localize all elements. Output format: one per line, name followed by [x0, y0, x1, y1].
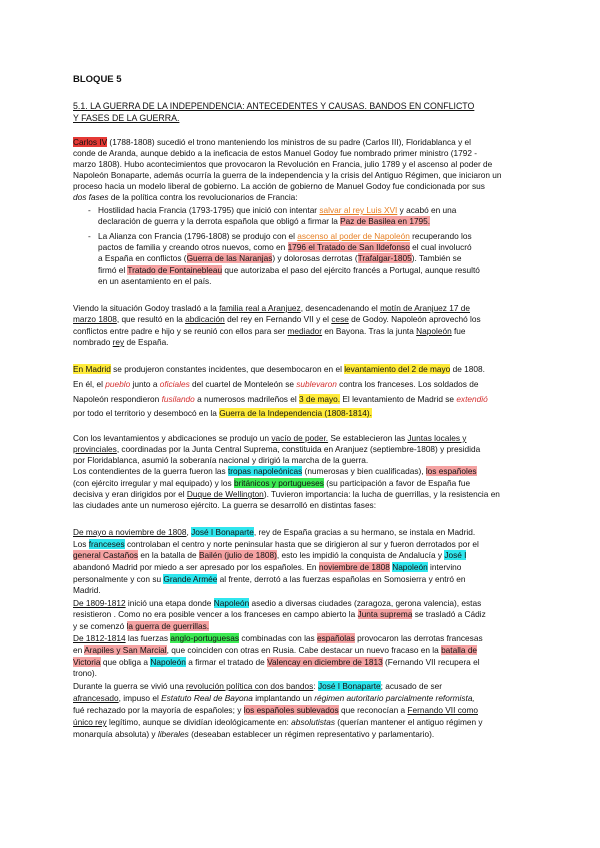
bullet-line: a España en conflictos (Guerra de las Naranjas) y dolorosas derrotas (Trafalgar-1805). También se [98, 253, 462, 263]
p5-line: De 1812-1814 las fuerzas anglo-portuguesas combinadas con las españolas provocaron las derrotas francesas [73, 633, 483, 643]
p1-line: conde de Aranda, aunque debido a la ineficacia de estos Manuel Godoy fue nombrado primer ministro (1792 - [73, 148, 478, 158]
bullet-line: La Alianza con Francia (1796-1808) se produjo con el ascenso al poder de Napoleón recuperando los [98, 231, 472, 241]
p1-line: Carlos IV (1788-1808) sucedió el trono manteniendo los ministros de su padre (Carlos III), Floridablanca y el [73, 137, 471, 147]
p5-line: monarquía absoluta) y liberales (deseaban establecer un régimen representativo y parlamentario). [73, 729, 435, 739]
p3-line: En Madrid se produjeron constantes incidentes, que desembocaron en el levantamiento del 2 de mayo de 1808. [73, 364, 485, 374]
bullet-dash: - [88, 231, 91, 241]
p2-line: conflictos entre padre e hijo y se reunió con ellos para ser mediador en Bayona. Tras la junta Napoleón fue [73, 326, 466, 336]
p4-line: por Floridablanca, asumió la soberanía nacional y dirigió la marcha de la guerra. [73, 455, 369, 465]
section-title-cont: Y FASES DE LA GUERRA. [73, 113, 180, 123]
p1-line: dos fases de la política contra los revolucionarios de Francia: [73, 192, 298, 202]
bullet-dash: - [88, 205, 91, 215]
p5-line: resistieron . Como no era posible vencer a los franceses en campo abierto la Junta suprema se trasladó a Cádiz [73, 609, 486, 619]
hl-carlos: Carlos IV [73, 137, 108, 147]
section-title: 5.1. LA GUERRA DE LA INDEPENDENCIA: ANTECEDENTES Y CAUSAS. BANDOS EN CONFLICTO [73, 101, 475, 111]
p4-line: provinciales, coordinadas por la Junta Central Suprema, constituida en Aranjuez (septiembre-1808) y presidida [73, 444, 481, 454]
p5-line: Victoria que obliga a Napoleón a firmar el tratado de Valencay en diciembre de 1813 (Fernando VII recupera el [73, 657, 480, 667]
p5-line: trono). [73, 668, 97, 678]
p4-line: (con ejército irregular y mal equipado) y los británicos y portugueses (su participación a favor de España fue [73, 478, 471, 488]
p1-line: marzo 1808). Hubo acontecimientos que provocaron la Revolución en Francia, julio 1789 y el ascenso al poder de [73, 159, 493, 169]
p2-line: Viendo la situación Godoy trasladó a la familia real a Aranjuez, desencadenando el motín de Aranjuez 17 de [73, 303, 471, 313]
p4-line: Los contendientes de la guerra fueron las tropas napoleónicas (numerosas y bien cualificadas), los españoles [73, 466, 477, 476]
p1-line: proceso hacia un modelo liberal de gobierno. La acción de gobierno de Manuel Godoy fue condicionada por sus [73, 181, 485, 191]
p5-line: Los franceses controlaban el centro y norte peninsular hasta que se dirigieron al sur y fueron derrotados por el [73, 539, 479, 549]
p2-line: marzo 1808, que resultó en la abdicación del rey en Fernando VII y el cese de Godoy. Napoleón aprovechó los [73, 314, 481, 324]
bullet-line: Hostilidad hacia Francia (1793-1795) que inició con intentar salvar al rey Luis XVI y acabó en una [98, 205, 457, 215]
bullet-line: firmó el Tratado de Fontainebleau que autorizaba el paso del ejército francés a Portugal, aunque resultó [98, 265, 480, 275]
p5-line: y se comenzó la guerra de guerrillas. [73, 621, 210, 631]
p4-line: decisiva y eran dirigidos por el Duque de Wellington). Tuvieron importancia: la lucha de guerrillas, y la resistencia en [73, 489, 500, 499]
p2-line: nombrado rey de España. [73, 337, 169, 347]
p5-line: fué rechazado por la mayoría de españoles; y los españoles sublevados que reconocían a Fernando VII como [73, 705, 478, 715]
p5-line: general Castaños en la batalla de Bailén (julio de 1808), esto les impidió la conquista de Andalucía y José I [73, 550, 467, 560]
p5-line: De mayo a noviembre de 1808, José I Bonaparte, rey de España gracias a su hermano, se instala en Madrid. [73, 527, 476, 537]
block-heading: BLOQUE 5 [73, 74, 122, 85]
p3-line: por todo el territorio y desembocó en la Guerra de la Independencia (1808-1814). [73, 408, 372, 418]
p3-line: En él, el pueblo junto a oficiales del cuartel de Monteleón se sublevaron contra los franceses. Los soldados de [73, 379, 479, 389]
p5-line: abandonó Madrid por miedo a ser apresado por los españoles. En noviembre de 1808 Napoleón intervino [73, 562, 462, 572]
p5-line: personalmente y con su Grande Armée al frente, derrotó a las fuerzas españolas en Somosierra y entró en [73, 574, 466, 584]
p5-line: afrancesado, impuso el Estatuto Real de Bayona implantando un régimen autoritario parcialmente reformista, [73, 693, 475, 703]
p1-line: Napoleón Bonaparte, además ocurría la guerra de la independencia y la crisis del Antiguo Régimen, que iniciaron un [73, 170, 502, 180]
p4-line: las ciudades ante un numeroso ejército. La guerra se desarrolló en distintas fases: [73, 500, 377, 510]
bullet-line: en un asentamiento en el país. [98, 276, 212, 286]
p5-line: De 1809-1812 inició una etapa donde Napoleón asedio a diversas ciudades (zaragoza, gerona valencia), estas [73, 598, 482, 608]
bullet-line: pactos de familia y creando otros nuevos, como en 1796 el Tratado de San Ildefonso el cual involucró [98, 242, 472, 252]
p5-line: en Arapiles y San Marcial, que coinciden con otras en Rusia. Cabe destacar un nuevo fracaso en la batalla de [73, 645, 478, 655]
p3-line: Napoleón respondieron fusilando a numerosos madrileños el 3 de mayo. El levantamiento de Madrid se extendió [73, 394, 488, 404]
p5-line: único rey legítimo, aunque se dividían ideológicamente en: absolutistas (querían mantener el antiguo régimen y [73, 717, 483, 727]
p5-line: Madrid. [73, 585, 101, 595]
p5-line: Durante la guerra se vivió una revolución política con dos bandos: José I Bonaparte; acusado de ser [73, 681, 443, 691]
bullet-line: declaración de guerra y la derrota española que obligó a firmar la Paz de Basilea en 1795. [98, 216, 431, 226]
p4-line: Con los levantamientos y abdicaciones se produjo un vacío de poder. Se establecieron las Juntas locales y [73, 433, 467, 443]
